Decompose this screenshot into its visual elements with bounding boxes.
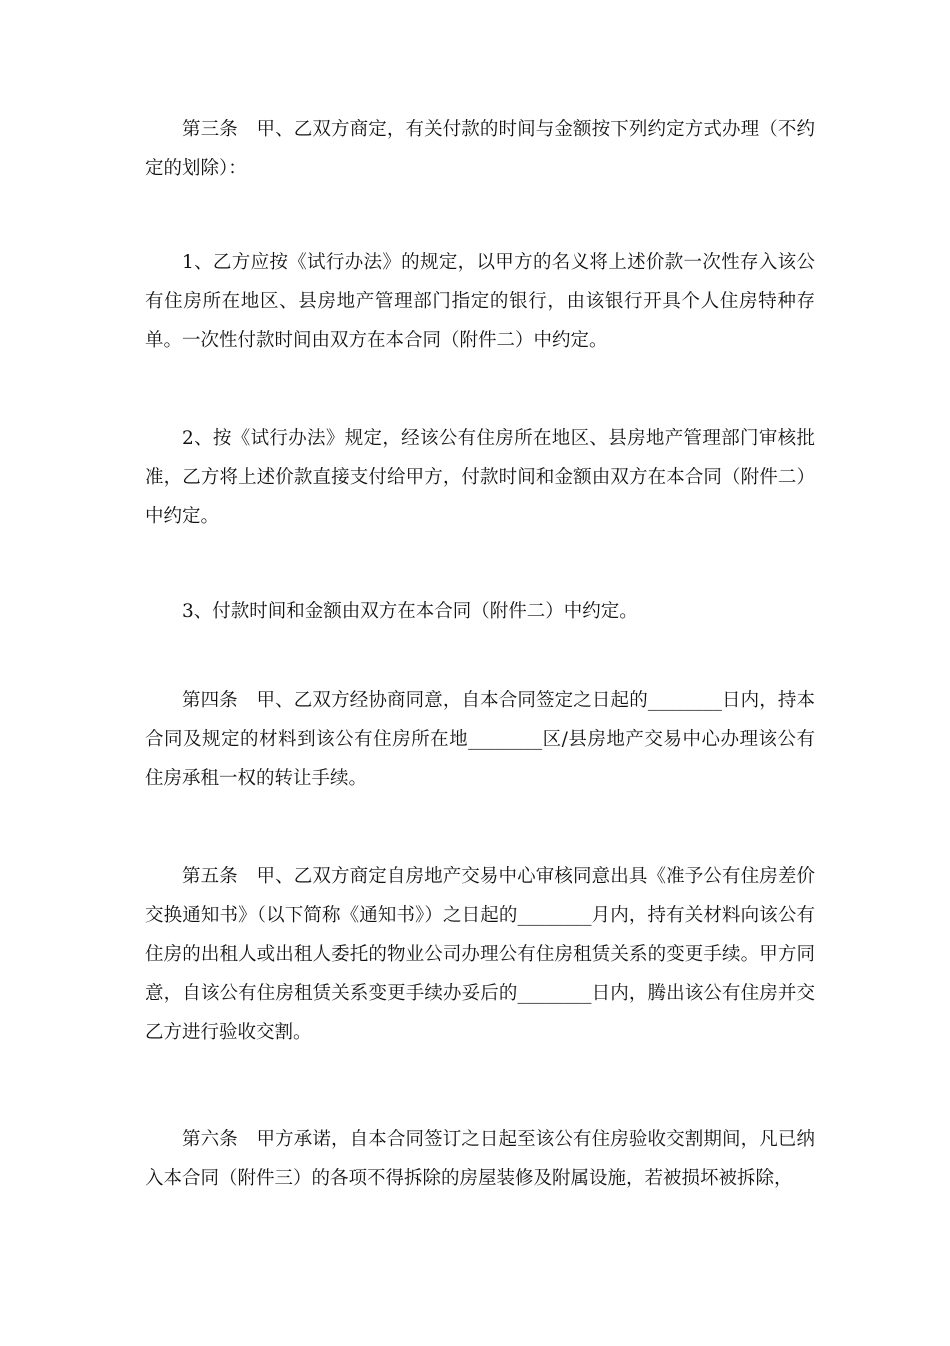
article-5-paragraph: 第五条 甲、乙双方商定自房地产交易中心审核同意出具《准予公有住房差价交换通知书》（以下简称《通知书》）之日起的________月内，持有关材料向该公有住房的出租人或出租人委托的物业公司办理公有住房租赁关系的变更手续。甲方同意，自该公有住房租赁关系变更手续办妥后的________日内，腾出该公有住房并交乙方进行验收交割。 bbox=[145, 866, 815, 1043]
article-6-paragraph: 第六条 甲方承诺，自本合同签订之日起至该公有住房验收交割期间，凡已纳入本合同（附件三）的各项不得拆除的房屋装修及附属设施，若被损坏被拆除， bbox=[145, 1129, 815, 1189]
payment-option-1-paragraph: 1、乙方应按《试行办法》的规定，以甲方的名义将上述价款一次性存入该公有住房所在地区、县房地产管理部门指定的银行，由该银行开具个人住房特种存单。一次性付款时间由双方在本合同（附件二）中约定。 bbox=[145, 252, 815, 351]
article-3-paragraph: 第三条 甲、乙双方商定，有关付款的时间与金额按下列约定方式办理（不约定的划除）： bbox=[145, 119, 815, 179]
payment-option-3-paragraph: 3、付款时间和金额由双方在本合同（附件二）中约定。 bbox=[182, 601, 638, 622]
payment-option-2-paragraph: 2、按《试行办法》规定，经该公有住房所在地区、县房地产管理部门审核批准，乙方将上述价款直接支付给甲方，付款时间和金额由双方在本合同（附件二）中约定。 bbox=[145, 428, 815, 527]
article-4-paragraph: 第四条 甲、乙双方经协商同意，自本合同签定之日起的________日内，持本合同及规定的材料到该公有住房所在地________区/县房地产交易中心办理该公有住房承租一权的转让手续。 bbox=[145, 690, 815, 789]
